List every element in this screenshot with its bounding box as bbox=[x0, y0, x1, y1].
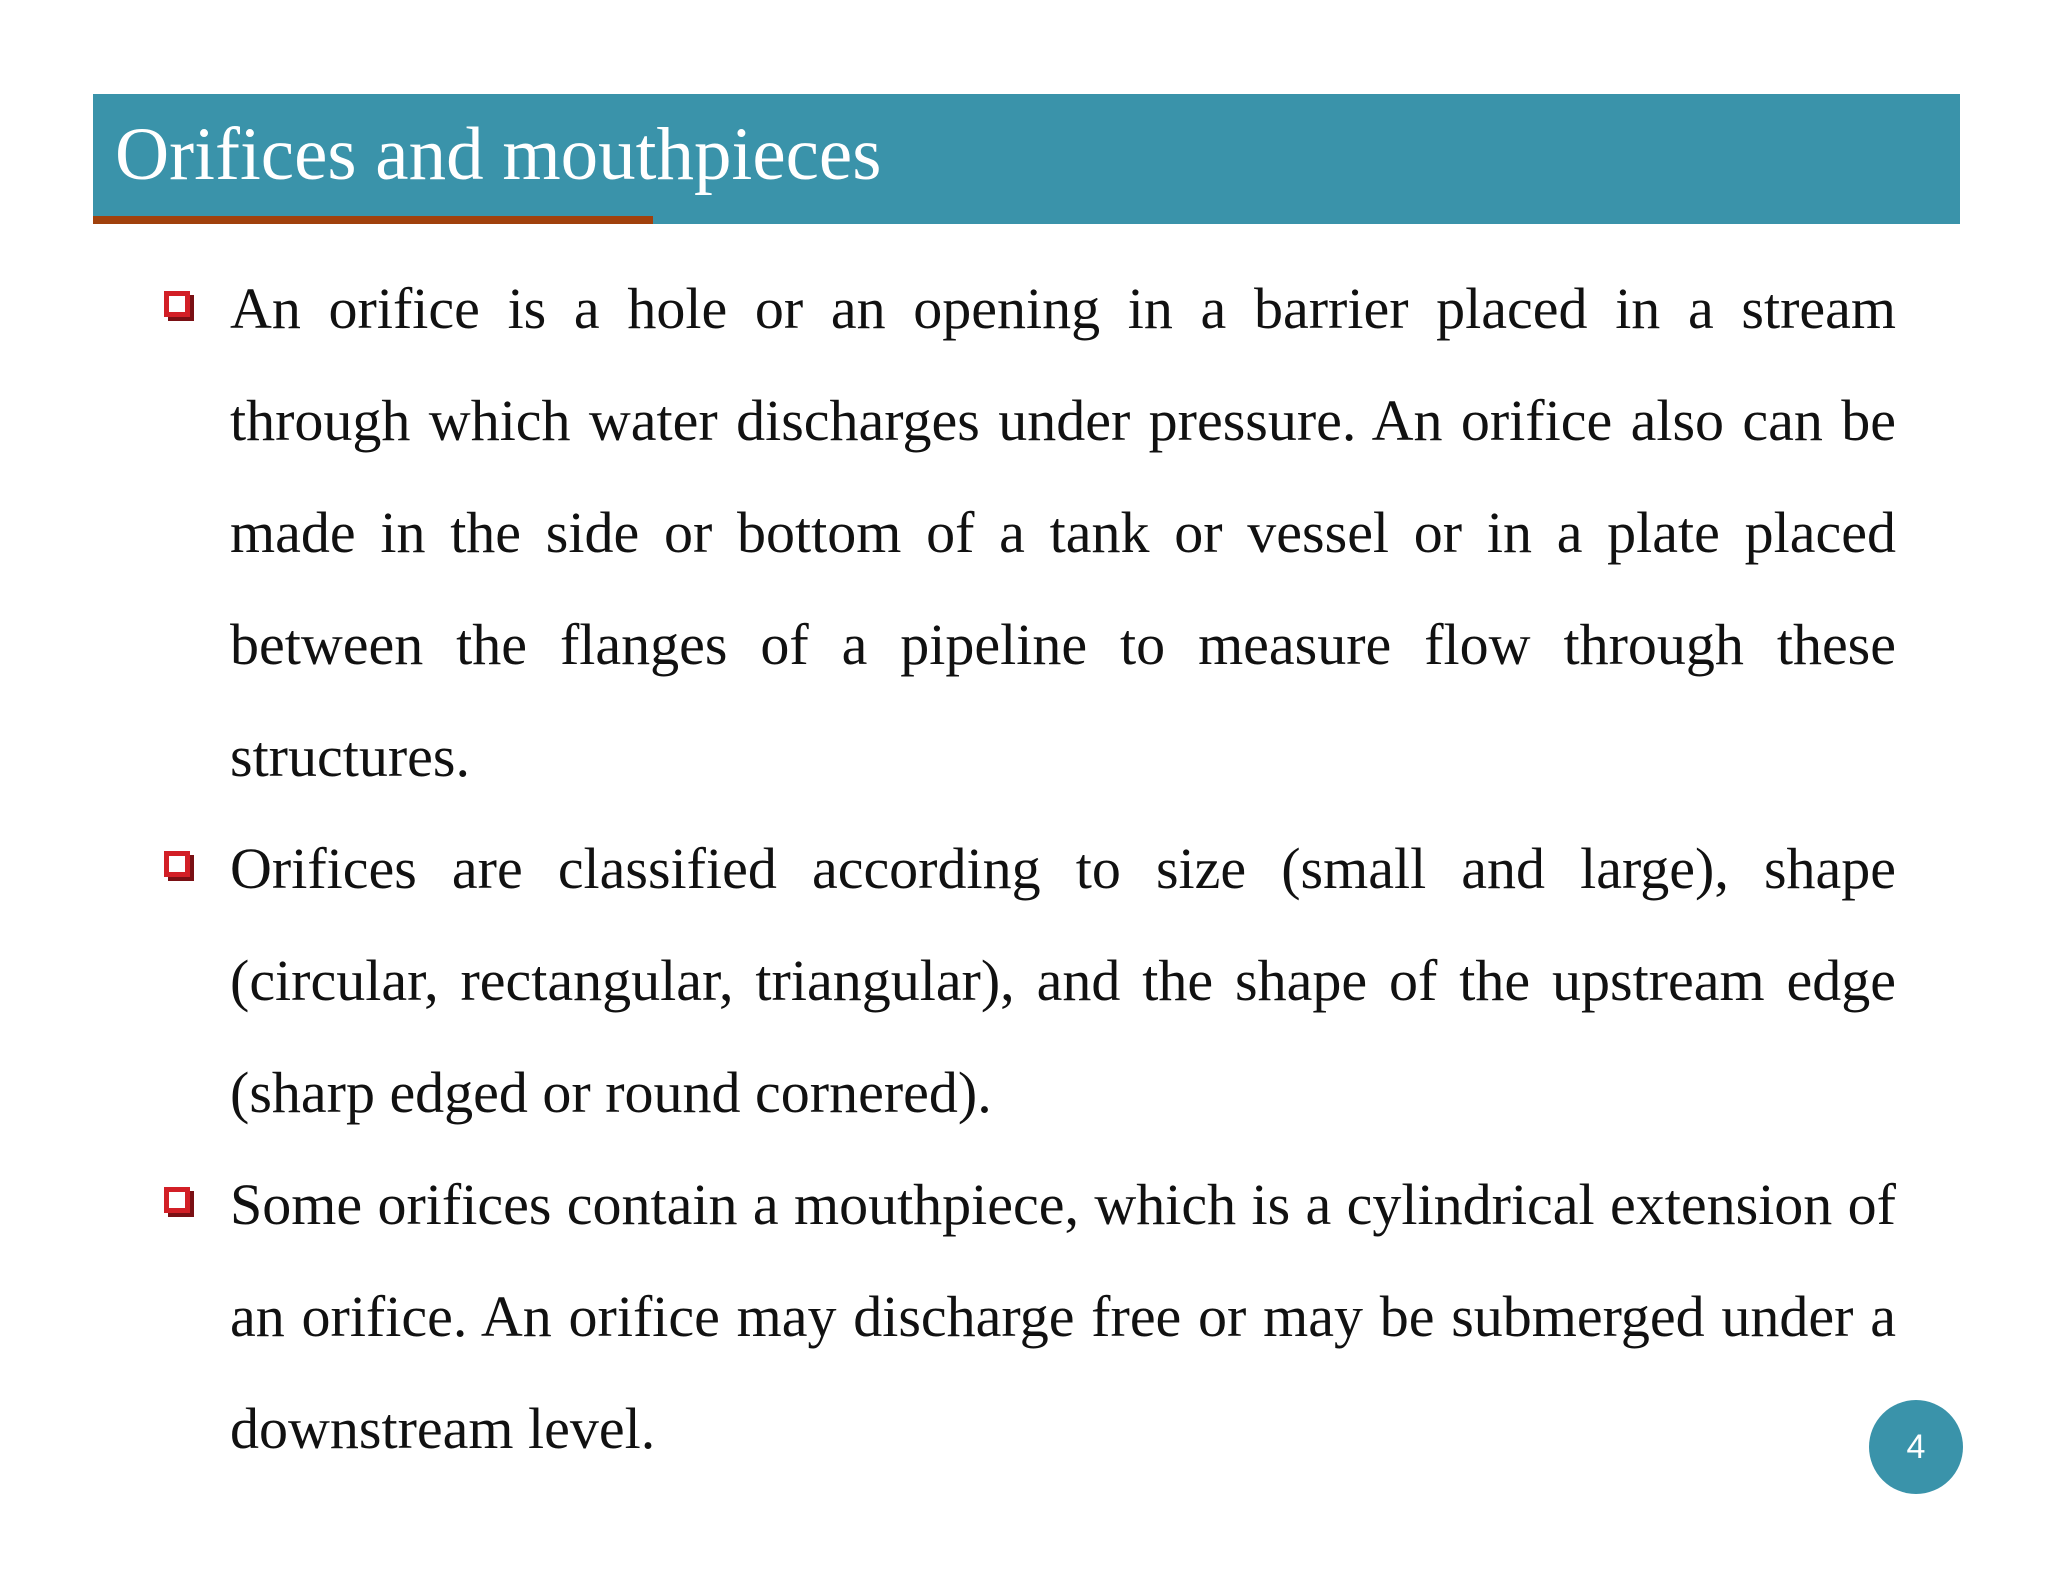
bullet-item bbox=[158, 813, 1896, 1149]
title-bar bbox=[93, 94, 1960, 224]
bullet-item bbox=[158, 253, 1896, 813]
slide-title: Orifices and mouthpieces bbox=[115, 113, 882, 196]
bullet-list bbox=[158, 253, 1896, 1485]
bullet-text: Orifices are classified according to size (small and large), shape (circular, rectangular, triangular), and the shape of the upstream edge (sharp edged or round cornered). bbox=[230, 836, 1896, 1125]
title-accent-line bbox=[93, 216, 653, 224]
bullet-text: An orifice is a hole or an opening in a barrier placed in a stream through which water discharges under pressure. An orifice also can be made in the side or bottom of a tank or vessel or in a plate placed between the flanges of a pipeline to measure flow through these structures. bbox=[230, 276, 1896, 789]
page-number-badge: 4 bbox=[1869, 1400, 1963, 1494]
hollow-square-bullet-icon bbox=[164, 851, 190, 877]
bullet-text: Some orifices contain a mouthpiece, which is a cylindrical extension of an orifice. An orifice may discharge free or may be submerged under a downstream level. bbox=[230, 1172, 1896, 1461]
bullet-item bbox=[158, 1149, 1896, 1485]
hollow-square-bullet-icon bbox=[164, 1187, 190, 1213]
hollow-square-bullet-icon bbox=[164, 291, 190, 317]
